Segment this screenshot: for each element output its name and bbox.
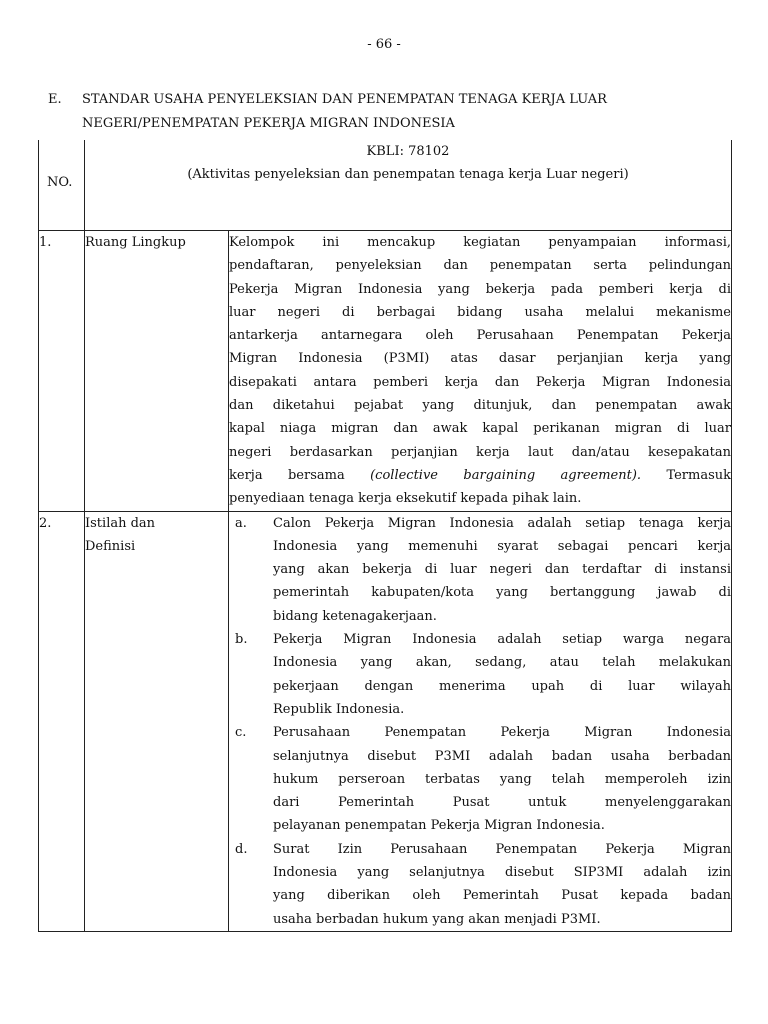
definition-line: bidang ketenagakerjaan. bbox=[273, 608, 437, 624]
scope-line: luar negeri di berbagai bidang usaha melalui mekanisme bbox=[229, 304, 732, 320]
section-title-line-1: STANDAR USAHA PENYELEKSIAN DAN PENEMPATAN TENAGA KERJA LUAR bbox=[82, 92, 607, 107]
definition-line: Indonesia yang memenuhi syarat sebagai pencari kerja bbox=[273, 538, 732, 554]
definition-line: dari Pemerintah Pusat untuk menyelenggarakan bbox=[273, 795, 732, 811]
row-number: 1. bbox=[39, 231, 85, 512]
scope-line: antarkerja antarnegara oleh Perusahaan Penempatan Pekerja bbox=[229, 328, 732, 344]
scope-line: Kelompok ini mencakup kegiatan penyampaian informasi, bbox=[229, 235, 732, 250]
no-header-cell bbox=[39, 140, 85, 231]
no-header: NO. bbox=[47, 175, 73, 190]
kbli-code: KBLI: 78102 bbox=[366, 144, 450, 159]
page-number: - 66 - bbox=[367, 37, 401, 52]
definition-line: hukum perseroan terbatas yang telah memperoleh izin bbox=[273, 771, 732, 787]
definition-line: pemerintah kabupaten/kota yang bertanggung jawab di bbox=[273, 585, 732, 601]
definition-marker: d. bbox=[235, 841, 248, 857]
standard-table bbox=[38, 140, 732, 932]
definition-item bbox=[229, 838, 731, 931]
definition-line: yang diberikan oleh Pemerintah Pusat kepada badan bbox=[273, 888, 732, 904]
definition-line: Pekerja Migran Indonesia adalah setiap warga negara bbox=[273, 632, 732, 648]
definition-marker: b. bbox=[235, 632, 248, 648]
scope-text: Termasuk bbox=[666, 467, 732, 483]
scope-line: negeri berdasarkan perjanjian kerja laut dan/atau kesepakatan bbox=[229, 444, 732, 460]
scope-line: kapal niaga migran dan awak kapal perikanan migran di luar bbox=[229, 421, 732, 437]
scope-line: Pekerja Migran Indonesia yang bekerja pada pemberi kerja di bbox=[229, 281, 732, 297]
definition-line: Perusahaan Penempatan Pekerja Migran Indonesia bbox=[273, 725, 732, 741]
definition-item bbox=[229, 628, 731, 721]
scope-line: pendaftaran, penyeleksian dan penempatan serta pelindungan bbox=[229, 258, 732, 274]
row-label bbox=[85, 511, 229, 931]
definition-line: yang akan bekerja di luar negeri dan terdaftar di instansi bbox=[273, 562, 732, 578]
definition-item bbox=[229, 721, 731, 837]
definition-line: selanjutnya disebut P3MI adalah badan usaha berbadan bbox=[273, 748, 732, 764]
definition-line: pekerjaan dengan menerima upah di luar wilayah bbox=[273, 678, 732, 694]
scope-line: penyediaan tenaga kerja eksekutif kepada pihak lain. bbox=[229, 491, 582, 507]
table-header-row bbox=[39, 140, 732, 231]
scope-text: kerja bersama bbox=[229, 467, 345, 483]
definition-line: usaha berbadan hukum yang akan menjadi P3MI. bbox=[273, 911, 601, 927]
section-title-line-2: NEGERI/PENEMPATAN PEKERJA MIGRAN INDONESIA bbox=[82, 116, 455, 131]
definition-line: Indonesia yang akan, sedang, atau telah melakukan bbox=[273, 655, 732, 671]
definition-item bbox=[229, 512, 731, 628]
kbli-header-cell bbox=[85, 140, 732, 231]
scope-line: disepakati antara pemberi kerja dan Pekerja Migran Indonesia bbox=[229, 374, 732, 390]
scope-line bbox=[229, 464, 731, 487]
scope-line: Migran Indonesia (P3MI) atas dasar perjanjian kerja yang bbox=[229, 351, 732, 367]
definition-line: Surat Izin Perusahaan Penempatan Pekerja Migran bbox=[273, 841, 732, 857]
scope-description bbox=[229, 231, 732, 512]
section-heading bbox=[48, 88, 738, 136]
row-label-line: Istilah dan bbox=[85, 515, 156, 531]
row-number: 2. bbox=[39, 511, 85, 931]
definition-line: pelayanan penempatan Pekerja Migran Indonesia. bbox=[273, 818, 605, 834]
definition-line: Indonesia yang selanjutnya disebut SIP3MI adalah izin bbox=[273, 865, 732, 881]
definition-marker: a. bbox=[235, 515, 247, 531]
table-row bbox=[39, 511, 732, 931]
definition-line: Calon Pekerja Migran Indonesia adalah setiap tenaga kerja bbox=[273, 515, 732, 531]
row-label-line: Definisi bbox=[85, 538, 136, 554]
row-label: Ruang Lingkup bbox=[85, 231, 229, 512]
definitions-list bbox=[229, 511, 732, 931]
definition-marker: c. bbox=[235, 725, 247, 741]
scope-line: dan diketahui pejabat yang ditunjuk, dan penempatan awak bbox=[229, 398, 732, 414]
section-letter: E. bbox=[48, 92, 62, 107]
scope-italic-term: (collective bargaining agreement). bbox=[370, 467, 642, 483]
kbli-description: (Aktivitas penyeleksian dan penempatan tenaga kerja Luar negeri) bbox=[187, 167, 629, 182]
definition-line: Republik Indonesia. bbox=[273, 701, 405, 717]
table-row bbox=[39, 231, 732, 512]
